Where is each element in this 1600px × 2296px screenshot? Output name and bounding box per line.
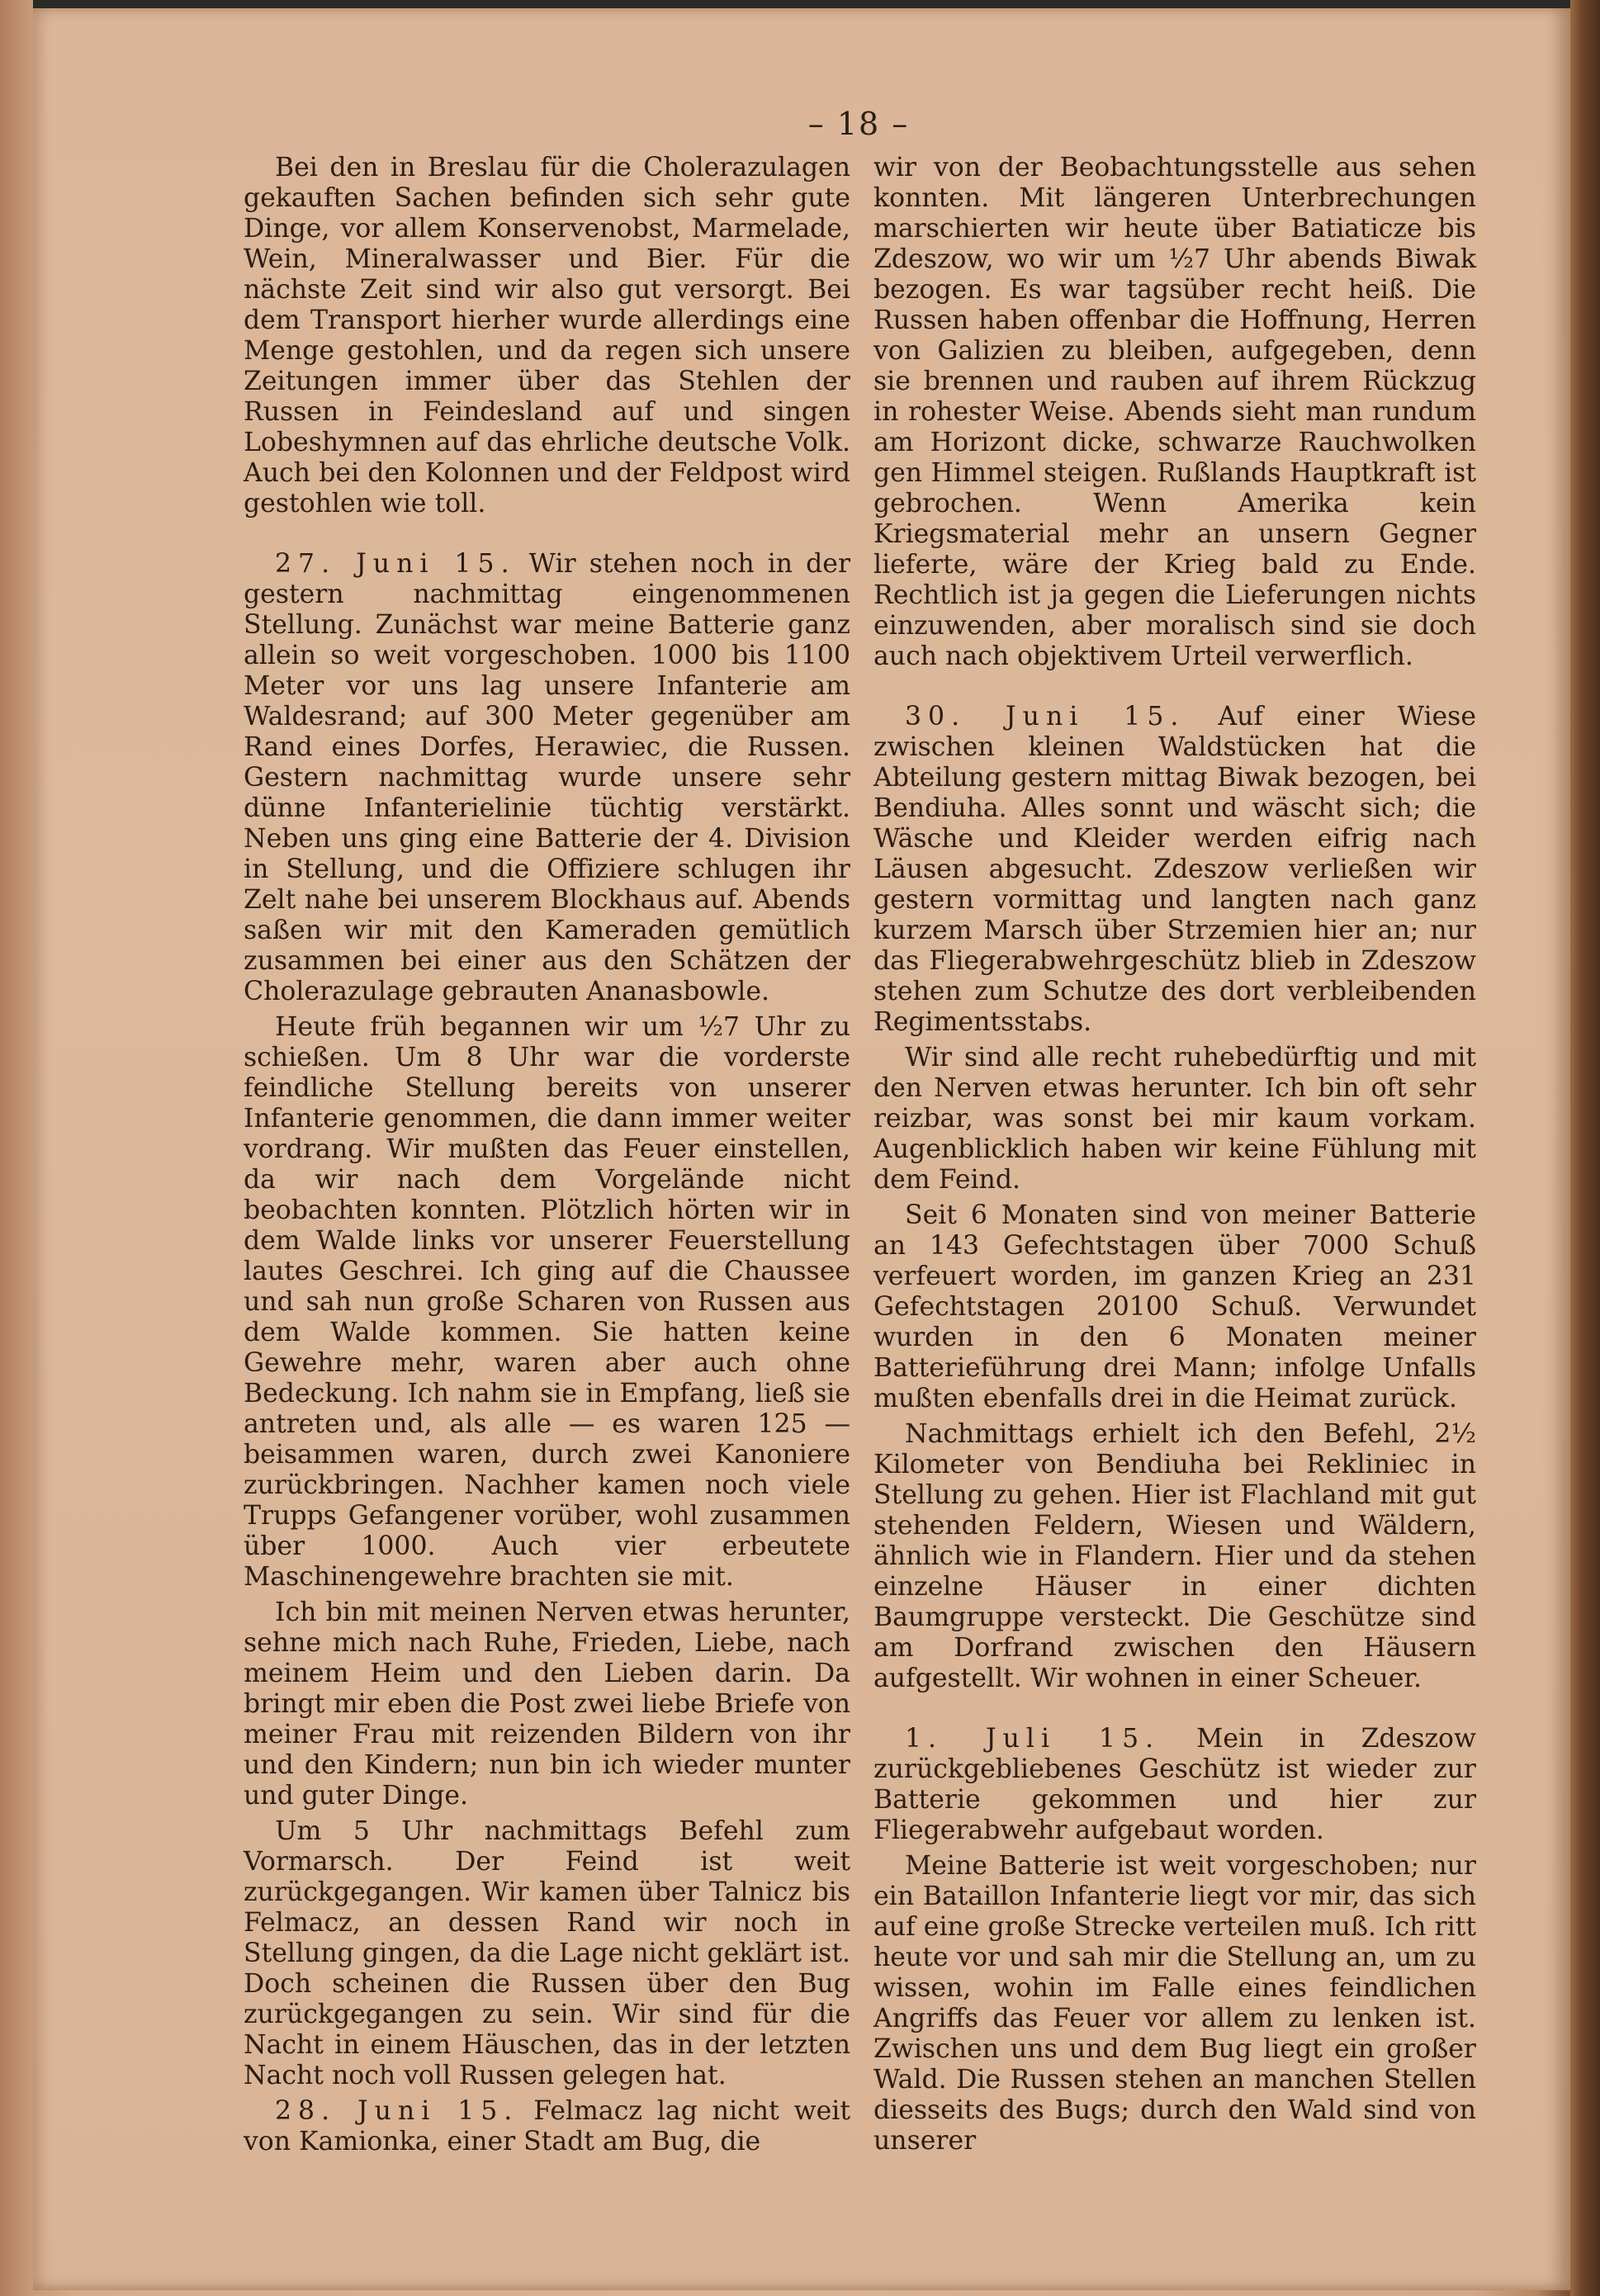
- entry-date: 1. Juli 15.: [905, 1724, 1161, 1754]
- entry-text: Auf einer Wiese zwischen kleinen Waldstücken hat die Abteilung gestern mittag Biwak bezogen, bei Bendiuha. Alles sonnt und wäscht sich; die Wäsche und Kleider werden eifrig nach Läusen abgesucht. Zdeszow verließen wir gestern vormittag und langten nach ganz kurzem Marsch über Strzemien hier an; nur das Fliegerabwehrgeschütz blieb in Zdeszow stehen zum Schutze des dort verbleibenden Regimentsstabs.: [873, 702, 1476, 1037]
- paragraph: [873, 1724, 1476, 1846]
- entry-date: 30. Juni 15.: [905, 702, 1186, 731]
- paragraph: Um 5 Uhr nachmittags Befehl zum Vormarsch. Der Feind ist weit zurückgegangen. Wir kamen über Talnicz bis Felmacz, an dessen Rand wir noch in Stellung gingen, da die Lage nicht geklärt ist. Doch scheinen die Russen über den Bug zurückgegangen zu sein. Wir sind für die Nacht in einem Häuschen, das in der letzten Nacht noch voll Russen gelegen hat.: [244, 1816, 850, 2090]
- paragraph: [873, 702, 1476, 1038]
- paragraph: Seit 6 Monaten sind von meiner Batterie an 143 Gefechtstagen über 7000 Schuß verfeuert worden, im ganzen Krieg an 231 Gefechtstagen 20100 Schuß. Verwundet wurden in den 6 Monaten meiner Batterieführung drei Mann; infolge Unfalls mußten ebenfalls drei in die Heimat zurück.: [873, 1200, 1476, 1413]
- paragraph: Ich bin mit meinen Nerven etwas herunter, sehne mich nach Ruhe, Frieden, Liebe, nach meinem Heim und den Lieben darin. Da bringt mir eben die Post zwei liebe Briefe von meiner Frau mit reizenden Bildern von ihr und den Kindern; nun bin ich wieder munter und guter Dinge.: [244, 1598, 850, 1811]
- page-number: – 18 –: [807, 106, 910, 142]
- paragraph: Nachmittags erhielt ich den Befehl, 2½ Kilometer von Bendiuha bei Rekliniec in Stellung zu gehen. Hier ist Flachland mit gut stehenden Feldern, Wiesen und Wäldern, ähnlich wie in Flandern. Hier und da stehen einzelne Häuser in einer dichten Baumgruppe versteckt. Die Geschütze sind am Dorfrand zwischen den Häusern aufgestellt. Wir wohnen in einer Scheuer.: [873, 1419, 1476, 1693]
- paragraph: [244, 2096, 850, 2157]
- left-column: [244, 153, 850, 2157]
- entry-text: Mein in Zdeszow zurückgebliebenes Geschütz ist wieder zur Batterie gekommen und hier zur Fliegerabwehr aufgebaut worden.: [873, 1724, 1476, 1845]
- entry-date: 28. Juni 15.: [275, 2096, 519, 2126]
- page-top-edge: [33, 0, 1570, 8]
- paragraph: Heute früh begannen wir um ½7 Uhr zu schießen. Um 8 Uhr war die vorderste feindliche Stellung bereits von unserer Infanterie genommen, die dann immer weiter vordrang. Wir mußten das Feuer einstellen, da wir nach dem Vorgelände nicht beobachten konnten. Plötzlich hörten wir in dem Walde links vor unserer Feuerstellung lautes Geschrei. Ich ging auf die Chaussee und sah nun große Scharen von Russen aus dem Walde kommen. Sie hatten keine Gewehre mehr, waren aber auch ohne Bedeckung. Ich nahm sie in Empfang, ließ sie antreten und, als alle — es waren 125 — beisammen waren, durch zwei Kanoniere zurückbringen. Nachher kamen noch viele Trupps Gefangener vorüber, wohl zusammen über 1000. Auch vier erbeutete Maschinengewehre brachten sie mit.: [244, 1012, 850, 1592]
- paragraph: wir von der Beobachtungsstelle aus sehen konnten. Mit längeren Unterbrechungen marschierten wir heute über Batiaticze bis Zdeszow, wo wir um ½7 Uhr abends Biwak bezogen. Es war tagsüber recht heiß. Die Russen haben offenbar die Hoffnung, Herren von Galizien zu bleiben, aufgegeben, denn sie brennen und rauben auf ihrem Rückzug in rohester Weise. Abends sieht man rundum am Horizont dicke, schwarze Rauchwolken gen Himmel steigen. Rußlands Hauptkraft ist gebrochen. Wenn Amerika kein Kriegsmaterial mehr an unsern Gegner lieferte, wäre der Krieg bald zu Ende. Rechtlich ist ja gegen die Lieferungen nichts einzuwenden, aber moralisch sind sie doch auch nach objektivem Urteil verwerflich.: [873, 153, 1476, 671]
- book-edge: [1570, 0, 1600, 2296]
- paragraph: [244, 549, 850, 1007]
- paragraph: Meine Batterie ist weit vorgeschoben; nur ein Bataillon Infanterie liegt vor mir, das sich auf eine große Strecke verteilen muß. Ich ritt heute vor und sah mir die Stellung an, um zu wissen, wohin im Falle eines feindlichen Angriffs das Feuer vor allem zu lenken ist. Zwischen uns und dem Bug liegt ein großer Wald. Die Russen stehen an manchen Stellen diesseits des Bugs; durch den Wald sind von unserer: [873, 1851, 1476, 2156]
- right-column: [873, 153, 1476, 2156]
- entry-text: Wir stehen noch in der gestern nachmittag eingenommenen Stellung. Zunächst war meine Batterie ganz allein so weit vorgeschoben. 1000 bis 1100 Meter vor uns lag unsere Infanterie am Waldesrand; auf 300 Meter gegenüber am Rand eines Dorfes, Herawiec, die Russen. Gestern nachmittag wurde unsere sehr dünne Infanterielinie tüchtig verstärkt. Neben uns ging eine Batterie der 4. Division in Stellung, und die Offiziere schlugen ihr Zelt nahe bei unserem Blockhaus auf. Abends saßen wir mit den Kameraden gemütlich zusammen bei einer aus den Schätzen der Cholerazulage gebrauten Ananasbowle.: [244, 549, 850, 1006]
- paragraph: Bei den in Breslau für die Cholerazulagen gekauften Sachen befinden sich sehr gute Dinge, vor allem Konservenobst, Marmelade, Wein, Mineralwasser und Bier. Für die nächste Zeit sind wir also gut versorgt. Bei dem Transport hierher wurde allerdings eine Menge gestohlen, und da regen sich unsere Zeitungen immer über das Stehlen der Russen in Feindesland auf und singen Lobeshymnen auf das ehrliche deutsche Volk. Auch bei den Kolonnen und der Feldpost wird gestohlen wie toll.: [244, 153, 850, 518]
- entry-date: 27. Juni 15.: [275, 549, 516, 579]
- paragraph: Wir sind alle recht ruhebedürftig und mit den Nerven etwas herunter. Ich bin oft sehr reizbar, was sonst bei mir kaum vorkam. Augenblicklich haben wir keine Fühlung mit dem Feind.: [873, 1043, 1476, 1195]
- entry-text: Felmacz lag nicht weit von Kamionka, einer Stadt am Bug, die: [244, 2096, 850, 2156]
